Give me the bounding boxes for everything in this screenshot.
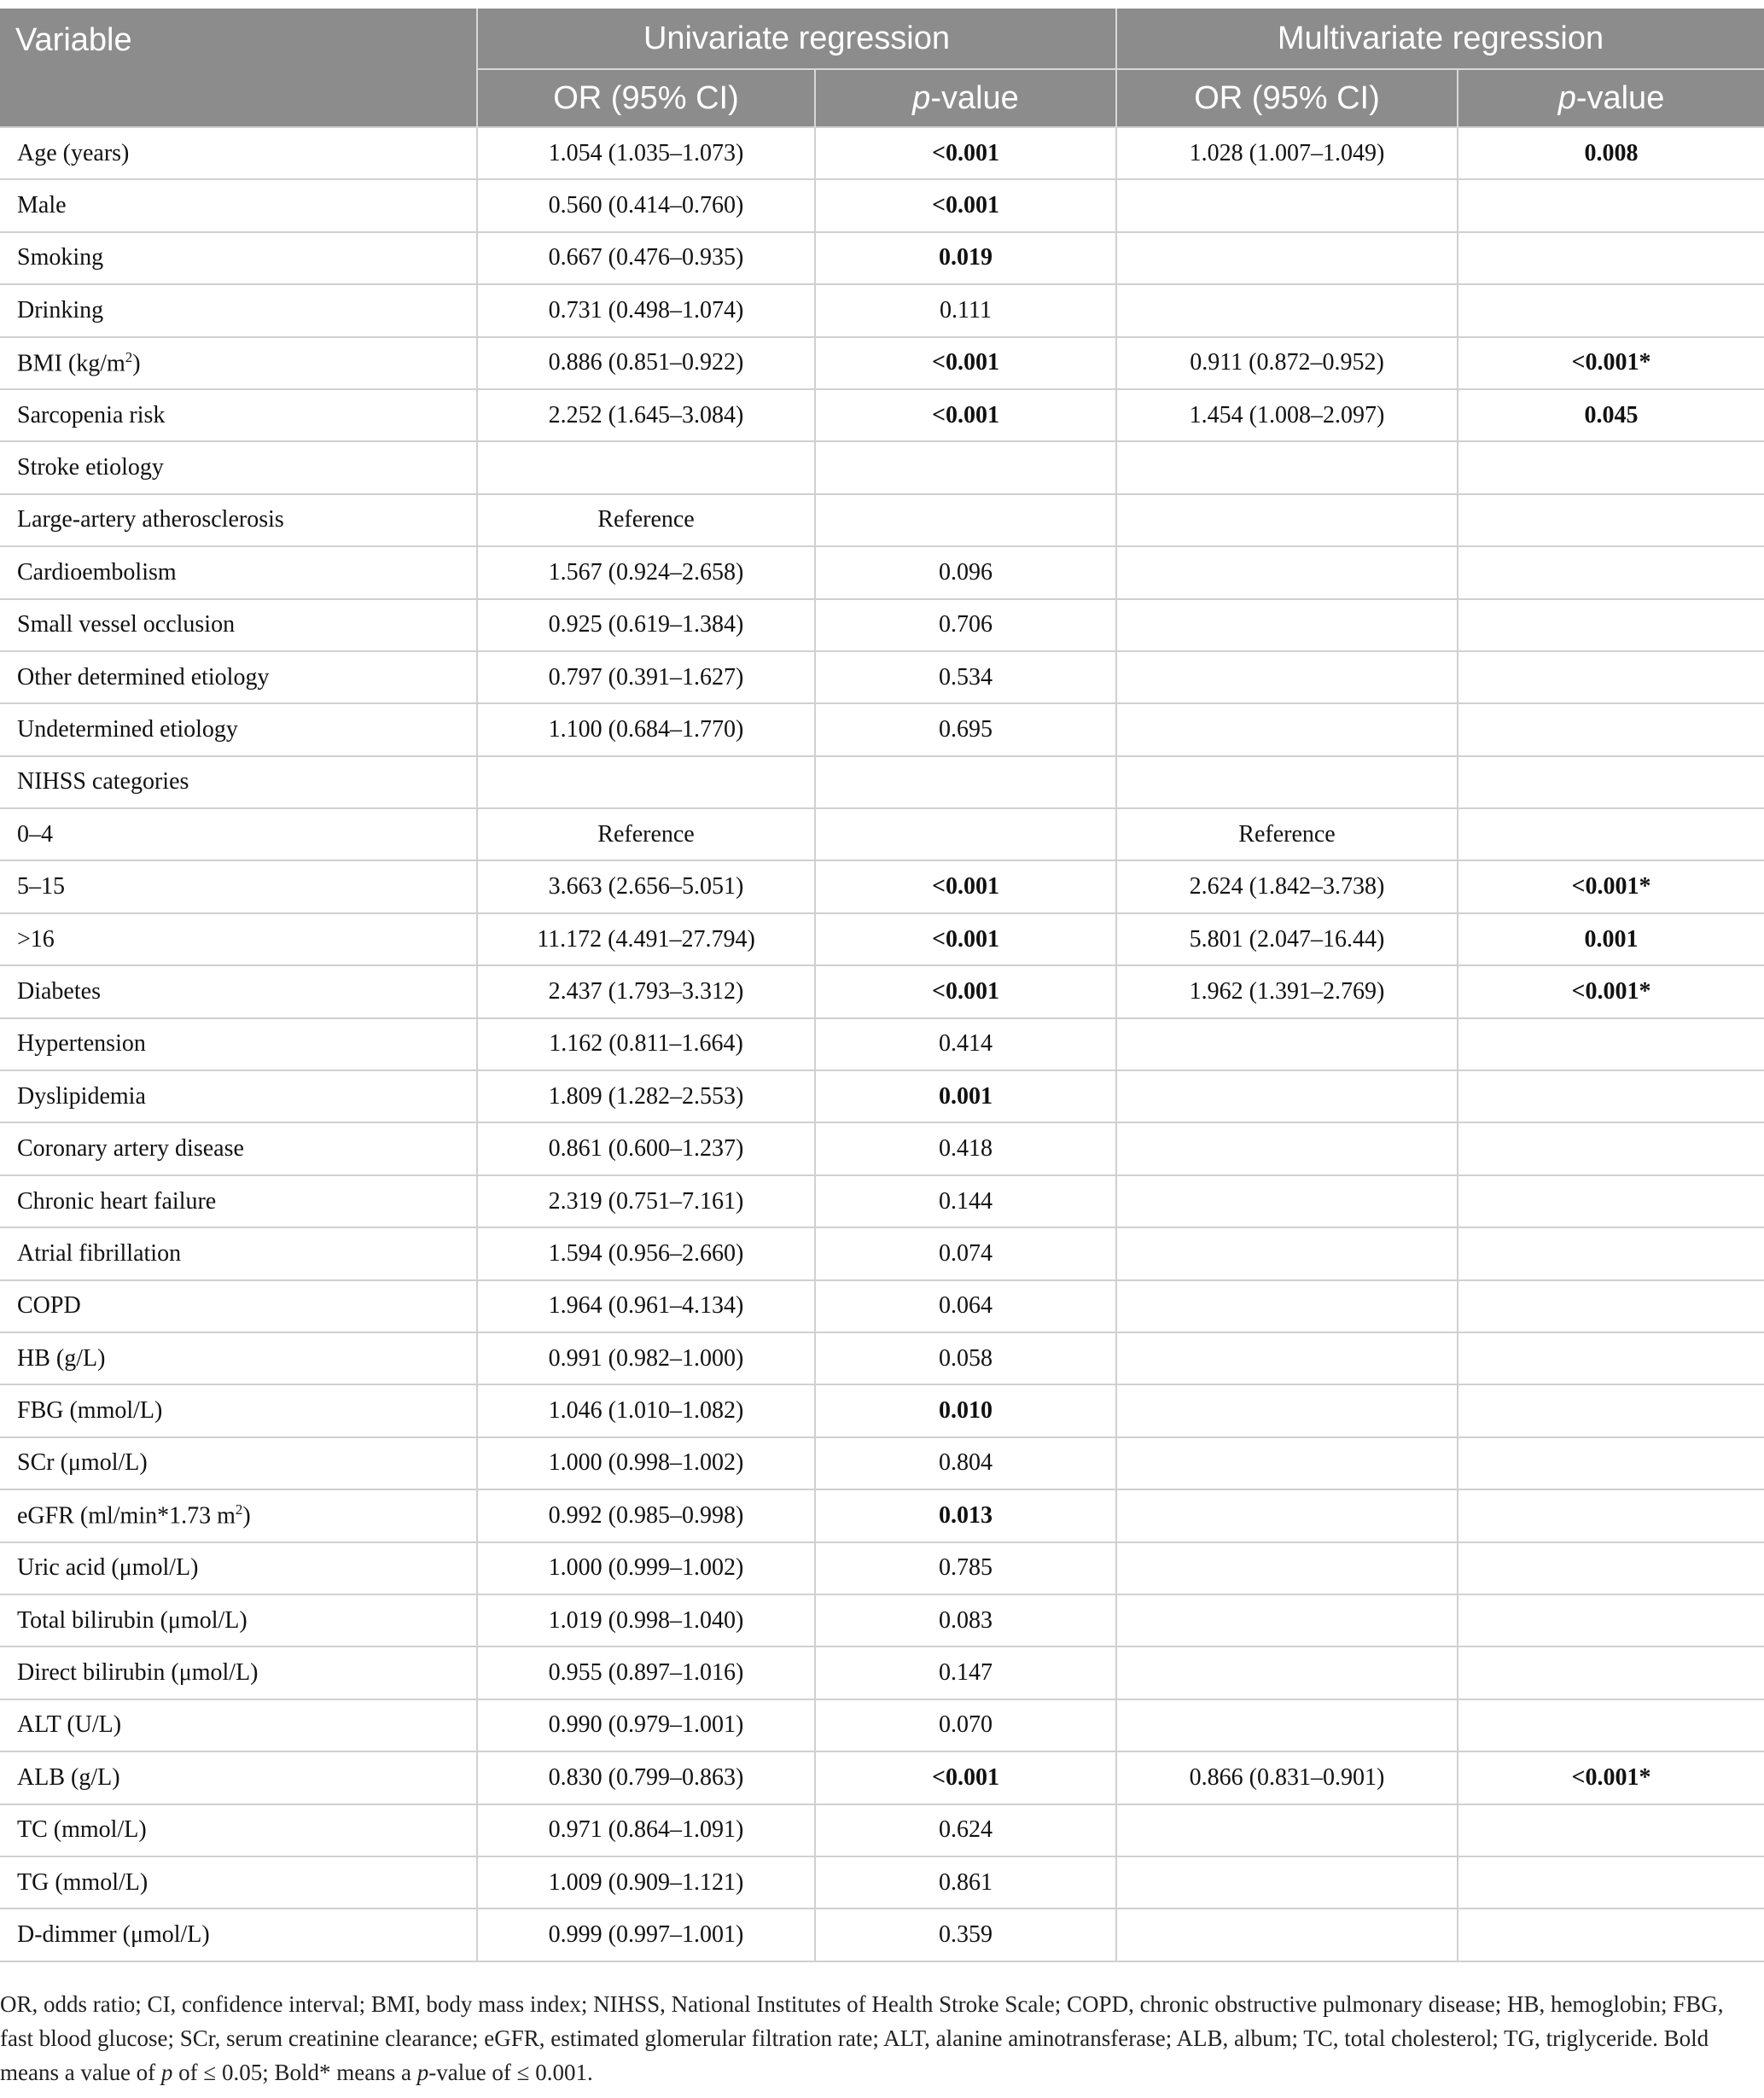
univariate-or-cell: 2.319 (0.751–7.161) [477, 1175, 815, 1227]
multivariate-or-cell [1116, 1909, 1458, 1961]
multivariate-p-cell: <0.001* [1458, 1751, 1764, 1804]
univariate-or-cell: 1.054 (1.035–1.073) [477, 127, 815, 179]
univariate-p-cell: 0.706 [815, 599, 1116, 651]
table-row [0, 284, 1764, 336]
univariate-or-cell: 2.437 (1.793–3.312) [477, 965, 815, 1017]
regression-table [0, 9, 1764, 1962]
variable-label: TG (mmol/L) [17, 1868, 148, 1896]
multivariate-p-cell [1458, 1909, 1764, 1961]
variable-cell [0, 1332, 477, 1384]
variable-cell [0, 1856, 477, 1909]
multivariate-p-cell [1458, 651, 1764, 703]
table-row [0, 1280, 1764, 1332]
table-container [0, 9, 1764, 1962]
header-p-italic: p [912, 79, 931, 116]
variable-cell [0, 389, 477, 441]
variable-label: 0–4 [17, 820, 53, 848]
variable-cell [0, 284, 477, 336]
variable-superscript: 2 [235, 1501, 243, 1518]
variable-label: Atrial fibrillation [17, 1239, 182, 1267]
univariate-p-cell: <0.001 [815, 1751, 1116, 1804]
univariate-p-cell: 0.695 [815, 703, 1116, 755]
univariate-or-cell: 0.731 (0.498–1.074) [477, 284, 815, 336]
variable-label: Male [17, 192, 67, 219]
variable-label: eGFR (ml/min*1.73 m [17, 1502, 236, 1530]
table-row [0, 1332, 1764, 1384]
variable-label: Total bilirubin (μmol/L) [17, 1606, 247, 1634]
variable-label: >16 [17, 925, 55, 953]
multivariate-or-cell [1116, 1175, 1458, 1227]
univariate-or-cell: 0.999 (0.997–1.001) [477, 1909, 815, 1961]
multivariate-or-cell [1116, 1594, 1458, 1646]
multivariate-p-cell [1458, 546, 1764, 598]
variable-label-end: ) [132, 349, 141, 376]
multivariate-or-cell [1116, 1122, 1458, 1174]
univariate-p-cell: 0.074 [815, 1227, 1116, 1279]
univariate-or-cell: 0.971 (0.864–1.091) [477, 1804, 815, 1856]
variable-cell [0, 127, 477, 179]
univariate-or-cell: 0.925 (0.619–1.384) [477, 599, 815, 651]
table-row [0, 860, 1764, 912]
univariate-p-cell: 0.019 [815, 232, 1116, 284]
multivariate-p-cell [1458, 179, 1764, 231]
table-row [0, 337, 1764, 389]
multivariate-or-cell [1116, 494, 1458, 546]
multivariate-or-cell: 1.454 (1.008–2.097) [1116, 389, 1458, 441]
table-row [0, 494, 1764, 546]
header-variable: Variable [0, 9, 477, 127]
table-row [0, 232, 1764, 284]
variable-cell [0, 441, 477, 493]
multivariate-p-cell [1458, 756, 1764, 808]
multivariate-or-cell [1116, 1018, 1458, 1070]
multivariate-or-cell: Reference [1116, 808, 1458, 860]
variable-label: Other determined etiology [17, 663, 270, 691]
footnote-part1: OR, odds ratio; CI, confidence interval; BMI, body mass index; NIHSS, National Institutes of Health Stroke Scale; COPD, chronic obstructive pulmonary disease; HB, hemoglobin; FBG, fast blood glucose; SCr, serum creatinine clearance; eGFR, estimated glomerular filtration rate; ALT, alanine aminotransferase; ALB, album; TC, total cholesterol; TG, triglyceride. Bold means a value of [0, 1991, 1724, 2085]
univariate-p-cell: 0.804 [815, 1437, 1116, 1489]
table-row [0, 965, 1764, 1017]
multivariate-p-cell: 0.045 [1458, 389, 1764, 441]
multivariate-or-cell [1116, 703, 1458, 755]
multivariate-p-cell [1458, 284, 1764, 336]
multivariate-p-cell [1458, 1332, 1764, 1384]
multivariate-p-cell: <0.001* [1458, 860, 1764, 912]
univariate-p-cell: 0.010 [815, 1384, 1116, 1437]
univariate-or-cell: 0.797 (0.391–1.627) [477, 651, 815, 703]
multivariate-p-cell: <0.001* [1458, 965, 1764, 1017]
multivariate-or-cell [1116, 1227, 1458, 1279]
multivariate-or-cell [1116, 1332, 1458, 1384]
variable-label: Dyslipidemia [17, 1082, 146, 1110]
variable-cell [0, 1751, 477, 1804]
variable-cell [0, 494, 477, 546]
univariate-p-cell: 0.064 [815, 1280, 1116, 1332]
univariate-or-cell: 1.009 (0.909–1.121) [477, 1856, 815, 1909]
univariate-p-cell: 0.861 [815, 1856, 1116, 1909]
univariate-or-cell: 0.560 (0.414–0.760) [477, 179, 815, 231]
multivariate-p-cell [1458, 1122, 1764, 1174]
table-row [0, 651, 1764, 703]
multivariate-or-cell [1116, 1542, 1458, 1594]
footnote-part2: of ≤ 0.05; Bold* means a [172, 2060, 417, 2085]
variable-label: SCr (μmol/L) [17, 1449, 148, 1477]
univariate-p-cell: 0.001 [815, 1070, 1116, 1122]
univariate-p-cell: <0.001 [815, 127, 1116, 179]
univariate-or-cell: 1.809 (1.282–2.553) [477, 1070, 815, 1122]
univariate-or-cell: 0.667 (0.476–0.935) [477, 232, 815, 284]
univariate-or-cell: 1.567 (0.924–2.658) [477, 546, 815, 598]
multivariate-or-cell [1116, 599, 1458, 651]
univariate-or-cell: 1.594 (0.956–2.660) [477, 1227, 815, 1279]
variable-label: BMI (kg/m [17, 349, 125, 376]
univariate-or-cell: 1.100 (0.684–1.770) [477, 703, 815, 755]
univariate-p-cell: 0.534 [815, 651, 1116, 703]
variable-cell [0, 1175, 477, 1227]
variable-cell [0, 913, 477, 965]
univariate-or-cell: 0.886 (0.851–0.922) [477, 337, 815, 389]
multivariate-p-cell [1458, 232, 1764, 284]
footnote-part3: -value of ≤ 0.001. [428, 2060, 593, 2085]
variable-label: Drinking [17, 296, 104, 323]
variable-label: Stroke etiology [17, 454, 164, 481]
variable-cell [0, 651, 477, 703]
table-row [0, 1594, 1764, 1646]
table-row [0, 1227, 1764, 1279]
multivariate-or-cell [1116, 1070, 1458, 1122]
table-row [0, 599, 1764, 651]
table-row [0, 546, 1764, 598]
multivariate-p-cell [1458, 1280, 1764, 1332]
multivariate-p-cell [1458, 599, 1764, 651]
multivariate-or-cell [1116, 179, 1458, 231]
univariate-or-cell: 2.252 (1.645–3.084) [477, 389, 815, 441]
variable-label: Uric acid (μmol/L) [17, 1554, 199, 1582]
multivariate-or-cell [1116, 441, 1458, 493]
multivariate-p-cell [1458, 703, 1764, 755]
variable-cell [0, 1542, 477, 1594]
multivariate-or-cell [1116, 232, 1458, 284]
table-row [0, 1646, 1764, 1699]
univariate-p-cell: <0.001 [815, 965, 1116, 1017]
univariate-p-cell: <0.001 [815, 389, 1116, 441]
univariate-p-cell: <0.001 [815, 179, 1116, 231]
multivariate-p-cell: 0.008 [1458, 127, 1764, 179]
variable-cell [0, 1437, 477, 1489]
variable-label: Age (years) [17, 139, 130, 166]
variable-cell [0, 1646, 477, 1699]
multivariate-or-cell: 2.624 (1.842–3.738) [1116, 860, 1458, 912]
univariate-p-cell: 0.359 [815, 1909, 1116, 1961]
variable-label: HB (g/L) [17, 1344, 106, 1372]
univariate-p-cell: 0.013 [815, 1489, 1116, 1541]
variable-cell [0, 965, 477, 1017]
univariate-or-cell: 0.861 (0.600–1.237) [477, 1122, 815, 1174]
multivariate-or-cell: 5.801 (2.047–16.44) [1116, 913, 1458, 965]
univariate-p-cell: <0.001 [815, 913, 1116, 965]
multivariate-p-cell [1458, 1437, 1764, 1489]
multivariate-p-cell [1458, 1384, 1764, 1437]
table-row [0, 1018, 1764, 1070]
table-row [0, 441, 1764, 493]
header-univariate-p [815, 69, 1116, 127]
variable-cell [0, 599, 477, 651]
multivariate-or-cell [1116, 546, 1458, 598]
variable-label: 5–15 [17, 873, 65, 900]
variable-label: Large-artery atherosclerosis [17, 506, 284, 533]
table-row [0, 1175, 1764, 1227]
table-row [0, 1751, 1764, 1804]
table-row [0, 913, 1764, 965]
variable-label-end: ) [242, 1502, 251, 1530]
table-row [0, 1804, 1764, 1856]
multivariate-p-cell [1458, 1804, 1764, 1856]
univariate-p-cell: 0.083 [815, 1594, 1116, 1646]
variable-cell [0, 1384, 477, 1437]
table-row [0, 1699, 1764, 1751]
header-multivariate-or: OR (95% CI) [1116, 69, 1458, 127]
univariate-or-cell: 0.990 (0.979–1.001) [477, 1699, 815, 1751]
multivariate-or-cell [1116, 651, 1458, 703]
variable-label: Hypertension [17, 1030, 146, 1058]
multivariate-p-cell [1458, 808, 1764, 860]
variable-label: NIHSS categories [17, 768, 189, 795]
univariate-or-cell: Reference [477, 494, 815, 546]
variable-label: Small vessel occlusion [17, 611, 236, 638]
multivariate-or-cell [1116, 1699, 1458, 1751]
multivariate-p-cell [1458, 1018, 1764, 1070]
variable-label: Diabetes [17, 977, 101, 1005]
variable-label: TC (mmol/L) [17, 1816, 147, 1844]
univariate-p-cell [815, 808, 1116, 860]
variable-cell [0, 860, 477, 912]
table-row [0, 1489, 1764, 1541]
multivariate-or-cell: 1.028 (1.007–1.049) [1116, 127, 1458, 179]
variable-label: Direct bilirubin (μmol/L) [17, 1659, 259, 1687]
multivariate-p-cell [1458, 1175, 1764, 1227]
univariate-or-cell: 0.991 (0.982–1.000) [477, 1332, 815, 1384]
header-multivariate-p [1458, 69, 1764, 127]
univariate-p-cell: 0.111 [815, 284, 1116, 336]
multivariate-p-cell [1458, 1594, 1764, 1646]
variable-label: ALB (g/L) [17, 1763, 120, 1791]
univariate-p-cell: 0.144 [815, 1175, 1116, 1227]
multivariate-or-cell [1116, 1804, 1458, 1856]
univariate-p-cell: 0.147 [815, 1646, 1116, 1699]
table-row [0, 179, 1764, 231]
univariate-or-cell: 1.000 (0.999–1.002) [477, 1542, 815, 1594]
table-row [0, 1909, 1764, 1961]
univariate-or-cell: 1.046 (1.010–1.082) [477, 1384, 815, 1437]
multivariate-p-cell [1458, 1856, 1764, 1909]
table-row [0, 389, 1764, 441]
table-row [0, 1437, 1764, 1489]
variable-superscript: 2 [125, 348, 133, 365]
multivariate-p-cell [1458, 494, 1764, 546]
table-body [0, 127, 1764, 1961]
multivariate-or-cell: 0.911 (0.872–0.952) [1116, 337, 1458, 389]
table-row [0, 127, 1764, 179]
variable-cell [0, 1280, 477, 1332]
univariate-or-cell: 1.019 (0.998–1.040) [477, 1594, 815, 1646]
univariate-p-cell: 0.785 [815, 1542, 1116, 1594]
table-header [0, 9, 1764, 127]
header-p-italic: p [1557, 79, 1576, 116]
univariate-or-cell [477, 756, 815, 808]
variable-cell [0, 1018, 477, 1070]
univariate-or-cell [477, 441, 815, 493]
univariate-p-cell: 0.418 [815, 1122, 1116, 1174]
multivariate-or-cell: 0.866 (0.831–0.901) [1116, 1751, 1458, 1804]
table-row [0, 1384, 1764, 1437]
variable-cell [0, 1909, 477, 1961]
multivariate-p-cell [1458, 1646, 1764, 1699]
variable-cell [0, 1699, 477, 1751]
variable-cell [0, 1122, 477, 1174]
multivariate-or-cell [1116, 1384, 1458, 1437]
variable-label: Coronary artery disease [17, 1135, 244, 1163]
variable-cell [0, 179, 477, 231]
univariate-p-cell: <0.001 [815, 337, 1116, 389]
multivariate-or-cell [1116, 756, 1458, 808]
univariate-or-cell: 1.000 (0.998–1.002) [477, 1437, 815, 1489]
variable-label: D-dimmer (μmol/L) [17, 1920, 210, 1948]
univariate-or-cell: 11.172 (4.491–27.794) [477, 913, 815, 965]
variable-label: Sarcopenia risk [17, 401, 166, 428]
univariate-or-cell: 0.955 (0.897–1.016) [477, 1646, 815, 1699]
variable-label: Undetermined etiology [17, 715, 238, 743]
table-row [0, 703, 1764, 755]
multivariate-p-cell [1458, 1699, 1764, 1751]
multivariate-p-cell: <0.001* [1458, 337, 1764, 389]
variable-cell [0, 808, 477, 860]
variable-cell [0, 756, 477, 808]
variable-label: FBG (mmol/L) [17, 1397, 163, 1425]
header-univariate-or: OR (95% CI) [477, 69, 815, 127]
univariate-p-cell: 0.624 [815, 1804, 1116, 1856]
header-univariate: Univariate regression [477, 9, 1116, 69]
univariate-p-cell: 0.414 [815, 1018, 1116, 1070]
variable-cell [0, 337, 477, 389]
univariate-p-cell: <0.001 [815, 860, 1116, 912]
multivariate-or-cell [1116, 1489, 1458, 1541]
variable-label: COPD [17, 1292, 81, 1320]
univariate-or-cell: 0.830 (0.799–0.863) [477, 1751, 815, 1804]
univariate-or-cell: 1.162 (0.811–1.664) [477, 1018, 815, 1070]
variable-label: Smoking [17, 244, 104, 271]
table-footnote [0, 1987, 1741, 2089]
variable-cell [0, 546, 477, 598]
variable-cell [0, 232, 477, 284]
multivariate-or-cell [1116, 1646, 1458, 1699]
univariate-p-cell [815, 494, 1116, 546]
header-multivariate: Multivariate regression [1116, 9, 1764, 69]
variable-cell [0, 1070, 477, 1122]
multivariate-or-cell [1116, 1280, 1458, 1332]
variable-cell [0, 1804, 477, 1856]
table-row [0, 1070, 1764, 1122]
table-row [0, 1542, 1764, 1594]
table-row [0, 1122, 1764, 1174]
variable-cell [0, 1489, 477, 1541]
multivariate-p-cell [1458, 1489, 1764, 1541]
variable-label: Cardioembolism [17, 558, 177, 586]
multivariate-or-cell [1116, 1437, 1458, 1489]
univariate-p-cell [815, 441, 1116, 493]
univariate-p-cell: 0.070 [815, 1699, 1116, 1751]
variable-cell [0, 703, 477, 755]
variable-label: Chronic heart failure [17, 1187, 217, 1215]
multivariate-p-cell [1458, 1227, 1764, 1279]
multivariate-p-cell [1458, 1542, 1764, 1594]
header-p-suffix: -value [930, 79, 1019, 116]
variable-cell [0, 1227, 477, 1279]
footnote-p1: p [160, 2060, 173, 2085]
table-row [0, 756, 1764, 808]
multivariate-p-cell [1458, 1070, 1764, 1122]
univariate-p-cell [815, 756, 1116, 808]
multivariate-or-cell: 1.962 (1.391–2.769) [1116, 965, 1458, 1017]
multivariate-p-cell [1458, 441, 1764, 493]
univariate-p-cell: 0.058 [815, 1332, 1116, 1384]
header-p-suffix: -value [1575, 79, 1665, 116]
table-row [0, 1856, 1764, 1909]
multivariate-or-cell [1116, 284, 1458, 336]
multivariate-p-cell: 0.001 [1458, 913, 1764, 965]
univariate-or-cell: 0.992 (0.985–0.998) [477, 1489, 815, 1541]
variable-cell [0, 1594, 477, 1646]
multivariate-or-cell [1116, 1856, 1458, 1909]
variable-label: ALT (U/L) [17, 1711, 122, 1739]
univariate-p-cell: 0.096 [815, 546, 1116, 598]
univariate-or-cell: 3.663 (2.656–5.051) [477, 860, 815, 912]
univariate-or-cell: 1.964 (0.961–4.134) [477, 1280, 815, 1332]
univariate-or-cell: Reference [477, 808, 815, 860]
table-row [0, 808, 1764, 860]
footnote-p2: p [416, 2060, 429, 2085]
